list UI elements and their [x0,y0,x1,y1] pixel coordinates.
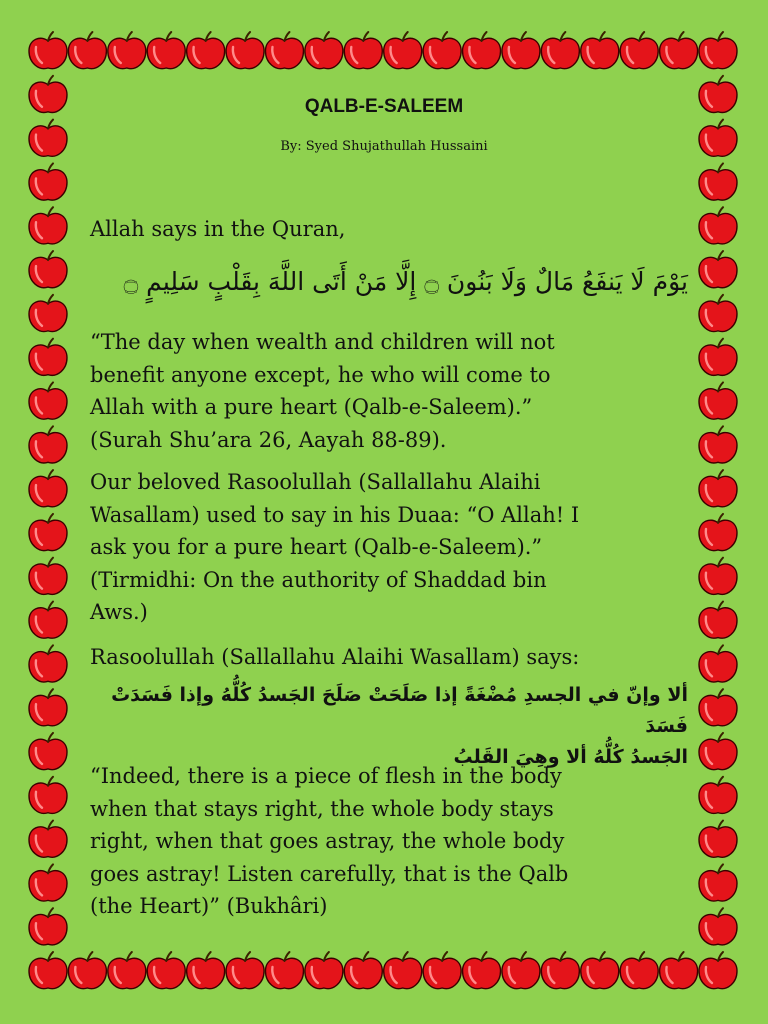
red-apple-icon [29,382,67,419]
red-apple-icon [29,163,67,200]
text-line: when that stays right, the whole body stays [90,796,554,821]
red-apple-icon [226,32,264,69]
document-title: QALB-E-SALEEM [304,96,464,117]
red-apple-icon [187,32,225,69]
text-line: “Indeed, there is a piece of flesh in the body [90,764,562,788]
red-apple-icon [541,32,579,69]
text-line: ask you for a pure heart (Qalb-e-Saleem).” [90,535,543,559]
red-apple-icon [68,952,106,989]
red-apple-icon [423,952,461,989]
quran-verse-arabic: يَوْمَ لَا يَنفَعُ مَالٌ وَلَا بَنُونَ ۝ إِلَّا مَنْ أَتَى اللَّهَ بِقَلْبٍ سَلِيمٍ ۝ [123,267,688,296]
red-apple-icon [463,952,501,989]
text-line: Our beloved Rasoolullah (Sallallahu Alaihi [90,470,541,494]
red-apple-icon [699,339,737,376]
red-apple-icon [620,32,658,69]
red-apple-icon [29,207,67,244]
red-apple-icon [29,426,67,463]
text-line: goes astray! Listen carefully, that is the Qalb [90,861,569,886]
arabic-line: ألا وإنّ في الجسدِ مُضْغَةً إذا صَلَحَتْ صَلَحَ الجَسدُ كُلُّهُ وإذا فَسَدَتْ فَسَدَ [111,684,688,737]
red-apple-icon [265,952,303,989]
red-apple-icon [29,32,67,69]
red-apple-icon [384,952,422,989]
red-apple-icon [699,645,737,682]
red-apple-icon [68,32,106,69]
red-apple-icon [29,339,67,376]
red-apple-icon [699,514,737,551]
red-apple-icon [699,864,737,901]
red-apple-icon [660,32,698,69]
red-apple-icon [147,32,185,69]
hadith-intro: Rasoolullah (Sallallahu Alaihi Wasallam) says: [90,645,580,669]
red-apple-icon [699,689,737,726]
red-apple-icon [305,952,343,989]
red-apple-icon [29,864,67,901]
text-line: right, when that goes astray, the whole body [90,829,565,853]
text-line: “The day when wealth and children will not [90,330,555,354]
red-apple-icon [463,32,501,69]
red-apple-icon [29,602,67,639]
text-line: (Tirmidhi: On the authority of Shaddad bin [90,567,547,592]
duaa-paragraph [90,466,680,629]
author-byline: By: Syed Shujathullah Hussaini [280,139,488,154]
red-apple-icon [699,777,737,814]
text-line: (Surah Shu’ara 26, Aayah 88-89). [90,427,447,452]
red-apple-icon [699,733,737,770]
red-apple-icon [699,908,737,945]
red-apple-icon [699,558,737,595]
text-line: Allah with a pure heart (Qalb-e-Saleem).” [90,395,533,419]
red-apple-icon [699,952,737,989]
red-apple-icon [29,733,67,770]
red-apple-icon [29,295,67,332]
red-apple-icon [108,952,146,989]
red-apple-icon [29,514,67,551]
red-apple-icon [620,952,658,989]
red-apple-icon [29,251,67,288]
red-apple-icon [699,207,737,244]
red-apple-icon [423,32,461,69]
red-apple-icon [29,470,67,507]
red-apple-icon [699,426,737,463]
red-apple-icon [29,952,67,989]
red-apple-icon [699,32,737,69]
red-apple-icon [581,952,619,989]
text-line: benefit anyone except, he who will come to [90,362,551,387]
red-apple-icon [541,952,579,989]
red-apple-icon [147,952,185,989]
red-apple-icon [108,32,146,69]
red-apple-icon [344,32,382,69]
red-apple-icon [699,163,737,200]
red-apple-icon [29,777,67,814]
red-apple-icon [305,32,343,69]
red-apple-icon [699,382,737,419]
red-apple-icon [29,689,67,726]
red-apple-icon [660,952,698,989]
red-apple-icon [502,952,540,989]
red-apple-icon [699,251,737,288]
red-apple-icon [226,952,264,989]
hadith-translation [90,760,680,923]
text-line: Aws.) [90,600,148,624]
red-apple-icon [265,32,303,69]
red-apple-icon [581,32,619,69]
quran-translation [90,326,680,456]
red-apple-icon [29,908,67,945]
red-apple-icon [699,470,737,507]
text-line: (the Heart)” (Bukhâri) [90,894,328,918]
red-apple-icon [699,821,737,858]
red-apple-icon [187,952,225,989]
red-apple-icon [344,952,382,989]
red-apple-icon [502,32,540,69]
red-apple-icon [699,295,737,332]
red-apple-icon [384,32,422,69]
red-apple-icon [699,602,737,639]
text-line: Wasallam) used to say in his Duaa: “O Allah! I [90,502,580,527]
red-apple-icon [29,645,67,682]
intro-text: Allah says in the Quran, [90,217,346,241]
red-apple-icon [29,558,67,595]
red-apple-icon [29,821,67,858]
arabic-line: الجَسدُ كُلُّهُ ألا وهِيَ القَلبُ [453,746,688,768]
